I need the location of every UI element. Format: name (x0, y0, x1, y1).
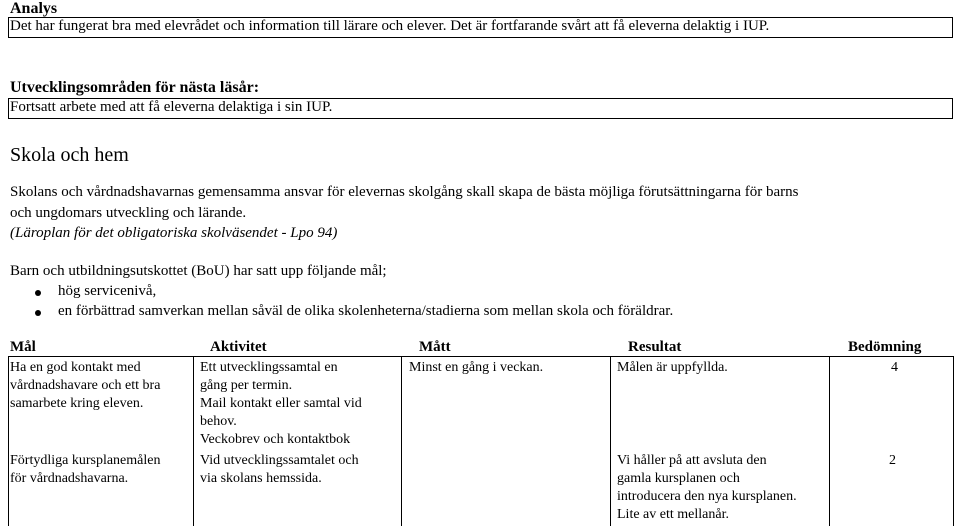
table-col-divider (193, 356, 194, 526)
col-header-aktivitet: Aktivitet (210, 339, 267, 355)
cell-aktivitet: via skolans hemssida. (200, 471, 322, 486)
analys-text: Det har fungerat bra med elevrådet och information till lärare och elever. Det är fortfarande svårt att få eleverna delaktig i IUP. (10, 18, 770, 34)
cell-aktivitet: behov. (200, 414, 237, 429)
cell-mal: vårdnadshavare och ett bra (10, 378, 161, 393)
table-col-divider (610, 356, 611, 526)
bullet-item-1: hög servicenivå, (58, 283, 157, 299)
goals-intro: Barn och utbildningsutskottet (BoU) har satt upp följande mål; (10, 263, 387, 279)
citation: (Läroplan för det obligatoriska skolväsendet - Lpo 94) (10, 225, 338, 241)
cell-mal: samarbete kring eleven. (10, 396, 144, 411)
utveckling-heading: Utvecklingsområden för nästa läsår: (10, 79, 260, 96)
cell-resultat: introducera den nya kursplanen. (617, 489, 797, 504)
table-right-border (953, 356, 954, 526)
col-header-resultat: Resultat (628, 339, 682, 355)
cell-aktivitet: Mail kontakt eller samtal vid (200, 396, 362, 411)
cell-mal: Ha en god kontakt med (10, 360, 141, 375)
cell-aktivitet: Veckobrev och kontaktbok (200, 432, 351, 447)
col-header-bedomning: Bedömning (848, 339, 922, 355)
cell-resultat: Målen är uppfyllda. (617, 360, 728, 375)
analys-heading: Analys (10, 0, 58, 17)
cell-aktivitet: gång per termin. (200, 378, 293, 393)
table-top-border (8, 356, 954, 357)
cell-bedomning: 2 (889, 453, 896, 468)
cell-matt: Minst en gång i veckan. (409, 360, 544, 375)
bullet-item-2: en förbättrad samverkan mellan såväl de olika skolenheterna/stadierna som mellan skola och föräldrar. (58, 303, 674, 319)
utveckling-text: Fortsatt arbete med att få eleverna delaktiga i sin IUP. (10, 99, 333, 115)
intro-paragraph-line2: och ungdomars utveckling och lärande. (10, 205, 247, 221)
col-header-mal: Mål (10, 339, 36, 355)
cell-bedomning: 4 (891, 360, 898, 375)
intro-paragraph-line1: Skolans och vårdnadshavarnas gemensamma ansvar för elevernas skolgång skall skapa de bästa möjliga förutsättningarna för barns (10, 184, 799, 200)
cell-aktivitet: Ett utvecklingssamtal en (200, 360, 338, 375)
bullet-dot (35, 310, 41, 316)
table-col-divider (829, 356, 830, 526)
cell-aktivitet: Vid utvecklingssamtalet och (200, 453, 359, 468)
col-header-matt: Mått (419, 339, 451, 355)
cell-mal: Förtydliga kursplanemålen (10, 453, 161, 468)
section-title: Skola och hem (10, 144, 129, 166)
cell-resultat: Lite av ett mellanår. (617, 507, 729, 522)
table-left-border (8, 356, 9, 526)
cell-resultat: Vi håller på att avsluta den (617, 453, 767, 468)
cell-resultat: gamla kursplanen och (617, 471, 740, 486)
table-col-divider (401, 356, 402, 526)
bullet-dot (35, 290, 41, 296)
cell-mal: för vårdnadshavarna. (10, 471, 129, 486)
